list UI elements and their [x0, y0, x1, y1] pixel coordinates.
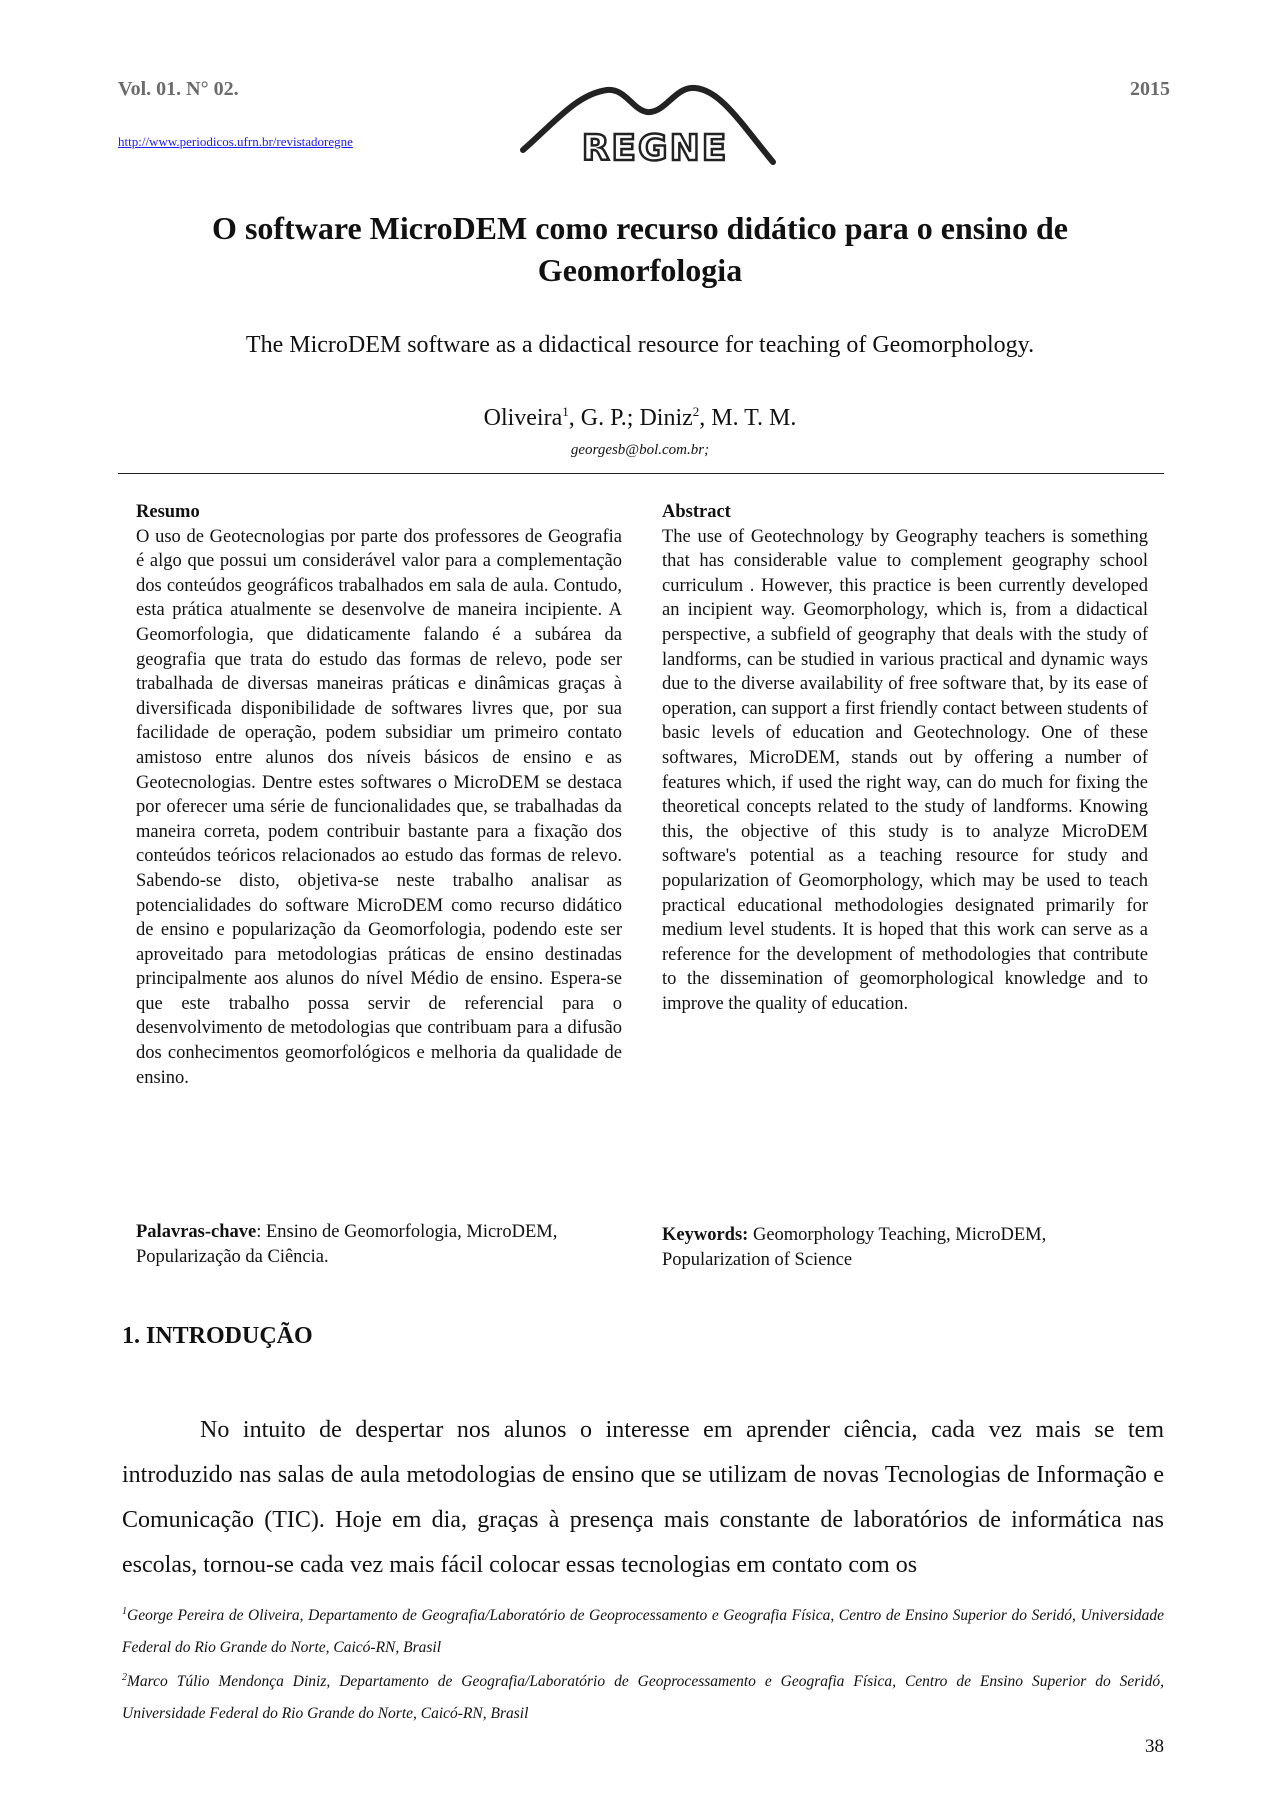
keywords-label-pt: Palavras-chave — [136, 1222, 257, 1242]
paper-subtitle: The MicroDEM software as a didactical resource for teaching of Geomorphology. — [245, 332, 1035, 358]
abstract-text: The use of Geotechnology by Geography teachers is something that has considerable value to complement geography school curriculum . However, this practice is been currently developed an incipient way. Geomorphology, which is, from a didactical perspective, a subfield of geography that deals with the study of landforms, can be studied in various practical and dynamic ways due to the diverse availability of free software that, by its ease of operation, can support a first friendly contact between students of basic levels of education and Geotechnology. One of these softwares, MicroDEM, stands out by offering a number of features which, if used the right way, can do much for fixing the theoretical concepts related to the study of landforms. Knowing this, the objective of this study is to analyze MicroDEM software's potential as a teaching resource for study and popularization of Geomorphology, which may be used to teach practical educational methodologies designated primarily for medium level students. It is hoped that this work can serve as a reference for the development of methodologies that contribute to the dissemination of geomorphological knowledge and to improve the quality of education. — [662, 526, 1148, 1014]
abstract-keywords — [662, 1223, 1148, 1273]
keywords-text-en: Geomorphology Teaching, MicroDEM, Popularization of Science — [662, 1225, 1047, 1270]
resumo-keywords — [136, 1220, 622, 1270]
resumo-heading: Resumo — [136, 502, 200, 522]
footnote-1 — [122, 1596, 1164, 1664]
keywords-text-pt: : Ensino de Geomorfologia, MicroDEM, Popularização da Ciência. — [136, 1222, 558, 1267]
author-1-name: Oliveira — [483, 405, 563, 431]
footnote-2-mark: 2 — [122, 1672, 127, 1683]
abstract-heading: Abstract — [662, 502, 731, 522]
title-line-1: O software MicroDEM como recurso didático para o ensino de — [212, 210, 1068, 246]
author-email: georgesb@bol.com.br; — [570, 442, 710, 458]
resumo-section — [136, 500, 622, 1090]
intro-paragraph: No intuito de despertar nos alunos o interesse em aprender ciência, cada vez mais se tem introduzido nas salas de aula metodologias de ensino que se utilizam de novas Tecnologias de Informação e Comunicação (TIC). Hoje em dia, graças à presença mais constante de laboratórios de informática nas escolas, tornou-se cada vez mais fácil colocar essas tecnologias em contato com os — [122, 1417, 1164, 1578]
page-number: 38 — [1145, 1736, 1164, 1757]
author-end: , M. T. M. — [699, 405, 797, 431]
keywords-label-en: Keywords: — [662, 1225, 749, 1245]
footnote-2-text: Marco Túlio Mendonça Diniz, Departamento de Geografia/Laboratório de Geoprocessamento e Geografia Física, Centro de Ensino Superior do Seridó, Universidade Federal do Rio Grande do Norte, Caicó-RN, Brasil — [122, 1673, 1164, 1723]
paper-title — [0, 207, 1280, 291]
logo-text: REGNE — [581, 128, 729, 169]
header-divider — [118, 473, 1164, 474]
section-heading-introducao: 1. INTRODUÇÃO — [122, 1323, 313, 1349]
authors-line — [0, 404, 1280, 432]
author-mid: , G. P.; Diniz — [568, 405, 693, 431]
abstract-section — [662, 500, 1148, 1016]
footnote-1-mark: 1 — [122, 1606, 127, 1617]
author-1-mark: 1 — [562, 404, 569, 419]
regne-logo — [515, 82, 795, 172]
resumo-text: O uso de Geotecnologias por parte dos professores de Geografia é algo que possui um considerável valor para a complementação dos conteúdos geográficos trabalhados em sala de aula. Contudo, esta prática atualmente se desenvolve de maneira incipiente. A Geomorfologia, que didaticamente falando é a subárea da geografia que trata do estudo das formas de relevo, pode ser trabalhada de diversas maneiras práticas e dinâmicas graças à diversificada disponibilidade de softwares livres que, por sua facilidade de operação, podem subsidiar um primeiro contato amistoso entre alunos dos níveis básicos de ensino e as Geotecnologias. Dentre estes softwares o MicroDEM se destaca por oferecer uma série de funcionalidades que, se trabalhadas da maneira correta, podem contribuir bastante para a fixação dos conteúdos teóricos relacionados ao estudo das formas de relevo. Sabendo-se disto, objetiva-se neste trabalho analisar as potencialidades do software MicroDEM como recurso didático de ensino e popularização da Geomorfologia, podendo este ser aproveitado para metodologias práticas de ensino destinadas principalmente aos alunos do nível Médio de ensino. Espera-se que este trabalho possa servir de referencial para o desenvolvimento de metodologias que contribuam para a difusão dos conhecimentos geomorfológicos e melhoria da qualidade de ensino. — [136, 526, 622, 1088]
journal-volume: Vol. 01. N° 02. — [118, 78, 239, 100]
footnote-2 — [122, 1662, 1164, 1730]
author-2-mark: 2 — [692, 404, 700, 419]
journal-year: 2015 — [1130, 78, 1170, 100]
journal-url-link[interactable]: http://www.periodicos.ufrn.br/revistadoregne — [118, 134, 353, 149]
title-line-2: Geomorfologia — [537, 252, 743, 288]
footnote-1-text: George Pereira de Oliveira, Departamento de Geografia/Laboratório de Geoprocessamento e Geografia Física, Centro de Ensino Superior do Seridó, Universidade Federal do Rio Grande do Norte, Caicó-RN, Brasil — [122, 1607, 1164, 1657]
